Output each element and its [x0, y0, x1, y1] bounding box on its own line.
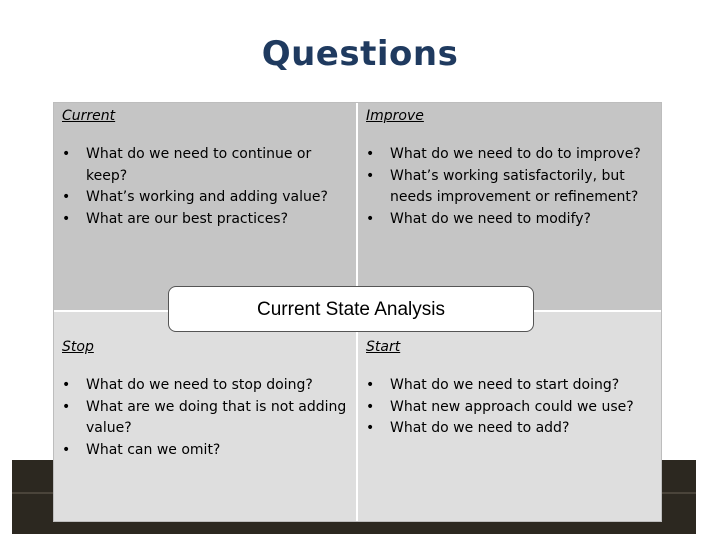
list-item — [62, 440, 348, 462]
list-item — [366, 166, 653, 209]
bullet: • — [366, 398, 375, 415]
question-text: What do we need to stop doing? — [86, 377, 313, 393]
bullet: • — [62, 189, 71, 205]
bullet: • — [366, 210, 375, 227]
bullet: • — [366, 420, 375, 436]
quadrant-stop — [54, 312, 356, 521]
question-text: What do we need to add? — [390, 420, 570, 436]
center-label-box — [168, 286, 534, 332]
question-text: What can we omit? — [86, 441, 221, 458]
quadrant-heading-stop: Stop — [62, 339, 94, 355]
question-text: What do we need to continue or keep? — [86, 146, 312, 184]
quadrant-heading-current: Current — [62, 108, 116, 124]
bullet: • — [366, 167, 375, 184]
page-title: Questions — [261, 34, 459, 74]
bullet: • — [366, 146, 375, 162]
question-list-improve — [366, 144, 653, 230]
quadrant-heading-start: Start — [366, 339, 401, 355]
center-label: Current State Analysis — [257, 299, 445, 320]
question-text: What’s working satisfactorily, but needs improvement or refinement? — [390, 167, 639, 205]
list-item — [366, 144, 653, 166]
list-item — [62, 397, 348, 440]
list-item — [366, 375, 653, 397]
question-text: What new approach could we use? — [390, 398, 634, 415]
quadrant-heading-improve: Improve — [366, 108, 424, 124]
list-item — [366, 418, 653, 440]
question-text: What are we doing that is not adding value? — [86, 398, 347, 436]
list-item — [366, 209, 653, 231]
question-text: What do we need to do to improve? — [390, 146, 641, 162]
list-item — [62, 187, 348, 209]
list-item — [62, 209, 348, 231]
question-text: What’s working and adding value? — [86, 189, 328, 205]
question-text: What are our best practices? — [86, 210, 289, 227]
bullet: • — [62, 441, 71, 458]
bullet: • — [62, 210, 71, 227]
quadrant-start — [358, 312, 661, 521]
quadrant-current — [54, 103, 356, 310]
bullet: • — [62, 398, 71, 415]
list-item — [62, 144, 348, 187]
question-text: What do we need to start doing? — [390, 377, 620, 393]
question-list-start — [366, 375, 653, 440]
list-item — [62, 375, 348, 397]
question-text: What do we need to modify? — [390, 210, 591, 227]
question-list-stop — [62, 375, 348, 461]
question-list-current — [62, 144, 348, 230]
bullet: • — [366, 377, 375, 393]
bullet: • — [62, 377, 71, 393]
quadrant-improve — [358, 103, 661, 310]
list-item — [366, 397, 653, 419]
bullet: • — [62, 146, 71, 162]
